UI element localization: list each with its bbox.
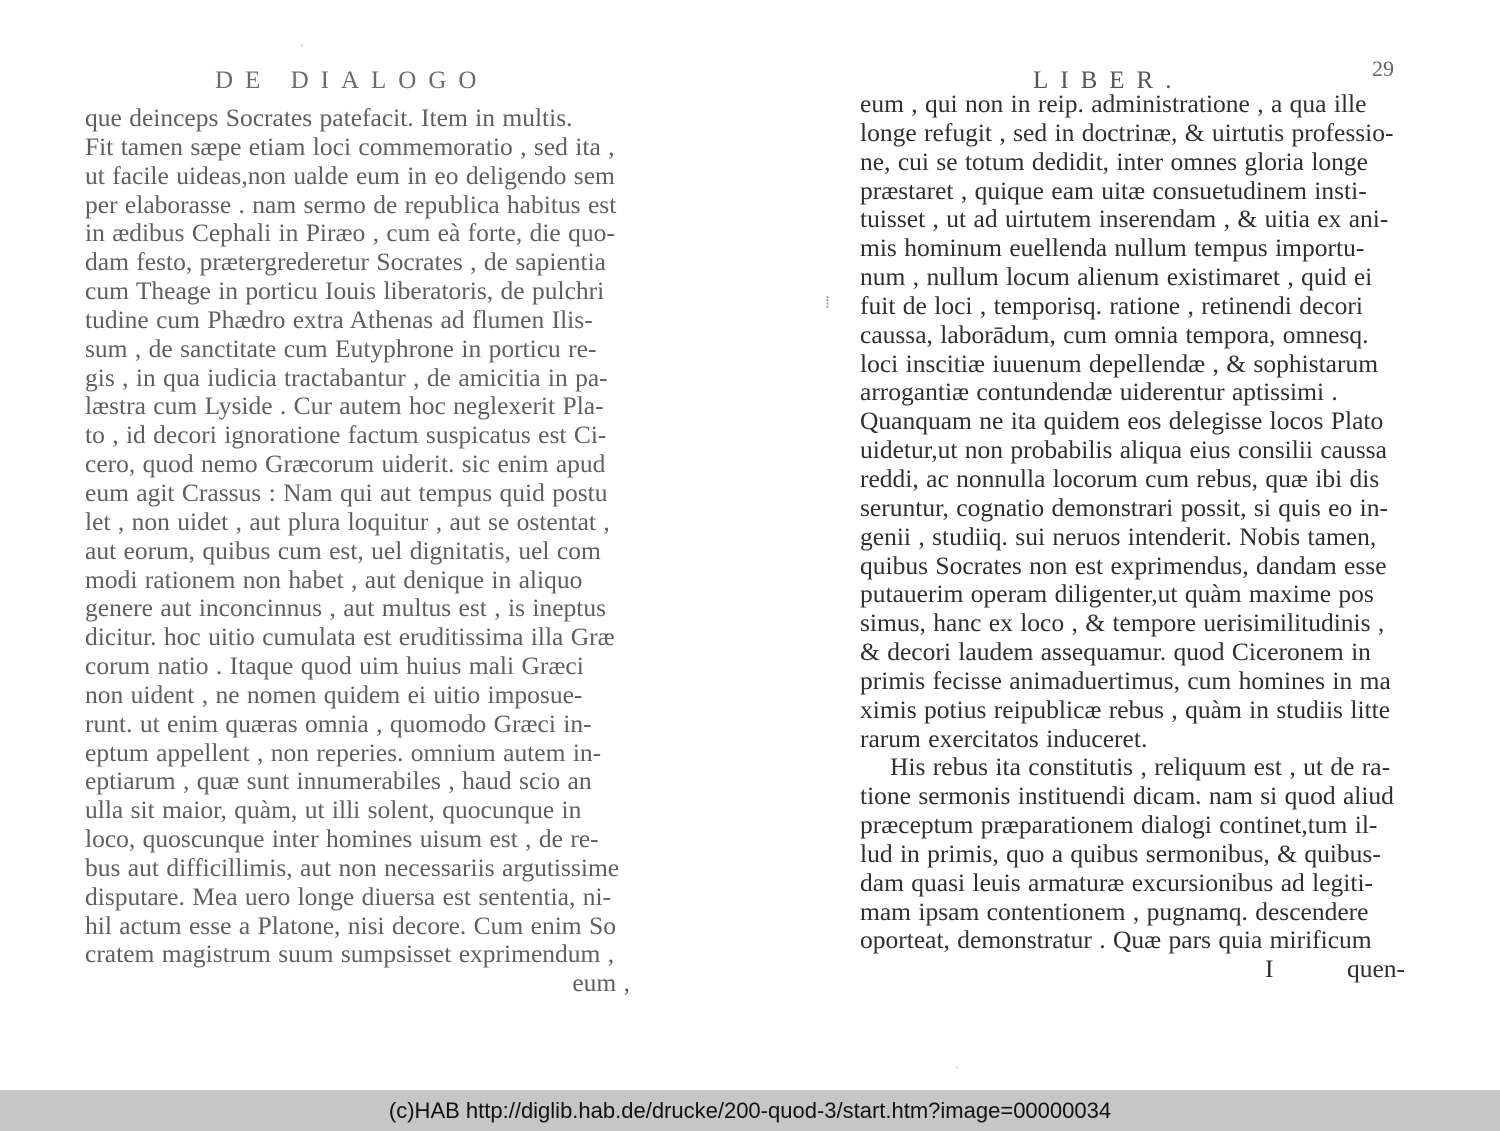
text-line: tuisset , ut ad uirtutem inserendam , & uitia ex ani- [860,204,1389,234]
text-line: His rebus ita constitutis , reliquum est , ut de ra- [890,752,1391,782]
text-line: lud in primis, quo a quibus sermonibus, & quibus- [860,838,1381,868]
scan-speck: · [300,38,304,52]
page-number: 29 [1372,56,1394,81]
text-line: præstaret , quique eam uitæ consuetudinem insti- [860,175,1367,205]
text-line: uidetur,ut non probabilis aliqua eius consilii caussa [860,435,1387,465]
left-catchword: eum , [572,968,630,998]
text-line: per elaborasse . nam sermo de republica habitus est [85,189,617,219]
scan-speck: · [955,1060,959,1074]
text-line: modi rationem non habet , aut denique in aliquo [85,564,583,594]
text-line: cero, quod nemo Græcorum uiderit. sic enim apud [85,449,606,479]
text-line: eptum appellent , non reperies. omnium autem in- [85,737,602,767]
text-line: bus aut difficillimis, aut non necessariis argutissime [85,852,620,882]
text-line: aut eorum, quibus cum est, uel dignitatis, uel com [85,535,601,565]
footer-text: (c)HAB http://diglib.hab.de/drucke/200-quod-3/start.htm?image=00000034 [388,1097,1112,1123]
text-line: sum , de sanctitate cum Eutyphrone in porticu re- [85,333,597,363]
right-page [750,0,1500,1090]
text-line: num , nullum locum alienum existimaret , quid ei [860,262,1373,292]
text-line: in ædibus Cephali in Piræo , cum eà forte, die quo- [85,218,615,248]
text-line: let , non uidet , aut plura loquitur , aut se ostentat , [85,506,610,536]
text-line: genere aut inconcinnus , aut multus est , is ineptus [85,593,607,623]
text-line: oporteat, demonstratur . Quæ pars quia mirificum [860,925,1372,955]
text-line: dam quasi leuis armaturæ excursionibus ad legiti- [860,867,1374,897]
left-text-block [85,104,630,998]
text-line: cratem magistrum suum sumpsisset exprimendum , [85,939,615,969]
text-line: runt. ut enim quæras omnia , quomodo Græci in- [85,708,592,738]
text-line: rarum exercitatos induceret. [860,723,1148,753]
text-line: disputare. Mea uero longe diuersa est sententia, ni- [85,881,612,911]
right-running-head: LIBER. [1033,67,1184,94]
text-line: ximis potius reipublicæ rebus , quàm in studiis litte [860,694,1391,724]
text-line: hil actum esse a Platone, nisi decore. Cum enim So [85,910,616,940]
text-line: dam festo, prætergrederetur Socrates , de sapientia [85,247,607,277]
text-line: ne, cui se totum dedidit, inter omnes gloria longe [860,146,1368,176]
text-line: non uident , ne nomen quidem ei uitio imposue- [85,679,583,709]
text-line: præceptum præparationem dialogi continet,tum il- [860,810,1378,840]
text-line: eum agit Crassus : Nam qui aut tempus quid postu [85,477,608,507]
text-line: putauerim operam diligenter,ut quàm maxime pos [860,579,1374,609]
text-line: tione sermonis instituendi dicam. nam si quod aliud [860,781,1394,811]
left-running-head: DE DIALOGO [215,67,489,94]
text-line: læstra cum Lyside . Cur autem hoc neglexerit Pla- [85,391,604,421]
copyright-footer [0,1090,1500,1131]
text-line: caussa, laborādum, cum omnia tempora, omnesq. [860,319,1369,349]
text-line: ut facile uideas,non ualde eum in eo deligendo sem [85,160,615,190]
text-line: primis fecisse animaduertimus, cum homines in ma [860,665,1391,695]
text-line: genii , studiiq. sui neruos intenderit. Nobis tamen, [860,521,1377,551]
text-line: mam ipsam contentionem , pugnamq. descendere [860,896,1369,926]
text-line: fuit de loci , temporisq. ratione , retinendi decori [860,290,1363,320]
text-line: tudine cum Phædro extra Athenas ad flumen Ilis- [85,304,593,334]
text-line: corum natio . Itaque quod uim huius mali Græci [85,651,584,681]
text-line: longe refugit , sed in doctrinæ, & uirtutis professio- [860,117,1394,147]
text-line: dicitur. hoc uitio cumulata est eruditissima illa Græ [85,622,615,652]
text-line: quibus Socrates non est exprimendus, dandam esse [860,550,1387,580]
left-page [0,0,750,1090]
text-line: simus, hanc ex loco , & tempore uerisimilitudinis , [860,608,1385,638]
text-line: ulla sit maior, quàm, ut illi solent, quocunque in [85,795,582,825]
text-line: eptiarum , quæ sunt innumerabiles , haud scio an [85,766,592,796]
text-line: que deinceps Socrates patefacit. Item in multis. [85,103,573,132]
right-catchword: quen- [1346,954,1405,984]
text-line: seruntur, cognatio demonstrari possit, si quis eo in- [860,492,1388,522]
text-line: mis hominum euellenda nullum tempus importu- [860,233,1365,263]
text-line: loco, quoscunque inter homines uisum est , de re- [85,824,599,854]
text-line: reddi, ac nonnulla locorum cum rebus, quæ ibi dis [860,463,1380,493]
text-line: Quanquam ne ita quidem eos delegisse locos Plato [860,406,1384,436]
text-line: eum , qui non in reip. administratione , a qua ille [860,89,1367,118]
text-line: to , id decori ignoratione factum suspicatus est Ci- [85,420,607,450]
text-line: Fit tamen sæpe etiam loci commemoratio , sed ita , [85,131,615,161]
text-line: gis , in qua iudicia tractabantur , de amicitia in pa- [85,362,608,392]
scan-speck: ⁞ [825,292,831,312]
text-line: loci inscitiæ iuuenum depellendæ , & sophistarum [860,348,1379,378]
signature-mark: I [1265,954,1274,984]
signature-catchword-row [860,955,1405,984]
text-line: cum Theage in porticu Iouis liberatoris, de pulchri [85,276,605,306]
text-line: arrogantiæ contundendæ uiderentur aptissimi . [860,377,1338,407]
right-text-block [860,90,1405,984]
text-line: & decori laudem assequamur. quod Ciceronem in [860,637,1371,667]
